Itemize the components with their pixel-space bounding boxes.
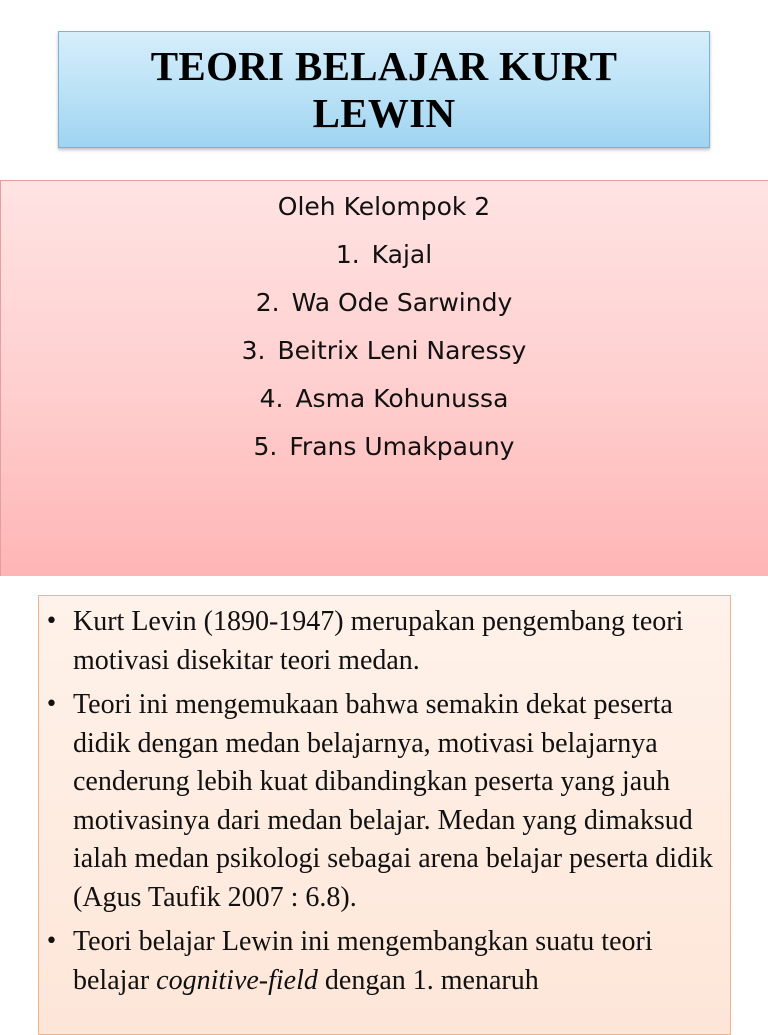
- member-number: 5.: [253, 432, 278, 461]
- title-line-1: TEORI BELAJAR KURT: [150, 42, 618, 89]
- member-name: Frans Umakpauny: [289, 432, 515, 461]
- bullet-item: [38, 603, 728, 680]
- member-item: [0, 378, 768, 426]
- member-number: 1.: [335, 240, 360, 269]
- member-name: Beitrix Leni Naressy: [277, 336, 527, 365]
- bullet-text: Kurt Levin (1890-1947) merupakan pengembang teori motivasi disekitar teori medan.: [73, 606, 684, 676]
- slide-divider: [0, 576, 768, 586]
- bullet-text: [73, 926, 653, 996]
- member-number: 3.: [241, 336, 266, 365]
- bullet-text-part: dengan 1. menaruh: [317, 964, 539, 996]
- bullet-text-part: Teori belajar Lewin ini mengembangkan suatu teori belajar: [73, 926, 653, 996]
- member-item: [0, 234, 768, 282]
- member-item: [0, 426, 768, 474]
- title-line-2: LEWIN: [312, 89, 456, 136]
- bullet-icon: •: [45, 609, 58, 634]
- bullet-item: [38, 686, 728, 917]
- group-heading: Oleh Kelompok 2: [277, 192, 491, 221]
- title-box: [58, 31, 710, 148]
- bullet-list: [38, 603, 728, 1006]
- group-list: [0, 186, 768, 474]
- member-name: Kajal: [371, 240, 433, 269]
- bullet-icon: •: [45, 929, 58, 954]
- bullet-text: Teori ini mengemukaan bahwa semakin dekat peserta didik dengan medan belajarnya, motivasi belajarnya cenderung lebih kuat dibandingkan peserta yang jauh motivasinya dari medan belajar. Medan yang dimaksud ialah medan psikologi sebagai arena belajar peserta didik (Agus Taufik 2007 : 6.8).: [73, 689, 713, 913]
- member-name: Asma Kohunussa: [295, 384, 509, 413]
- member-number: 4.: [259, 384, 284, 413]
- member-item: [0, 330, 768, 378]
- slide-title: [151, 43, 617, 137]
- member-item: [0, 282, 768, 330]
- member-name: Wa Ode Sarwindy: [291, 288, 513, 317]
- bullet-text-italic: cognitive-field: [156, 964, 318, 996]
- bullet-icon: •: [45, 692, 58, 717]
- member-number: 2.: [255, 288, 280, 317]
- bullet-item: [38, 923, 728, 1000]
